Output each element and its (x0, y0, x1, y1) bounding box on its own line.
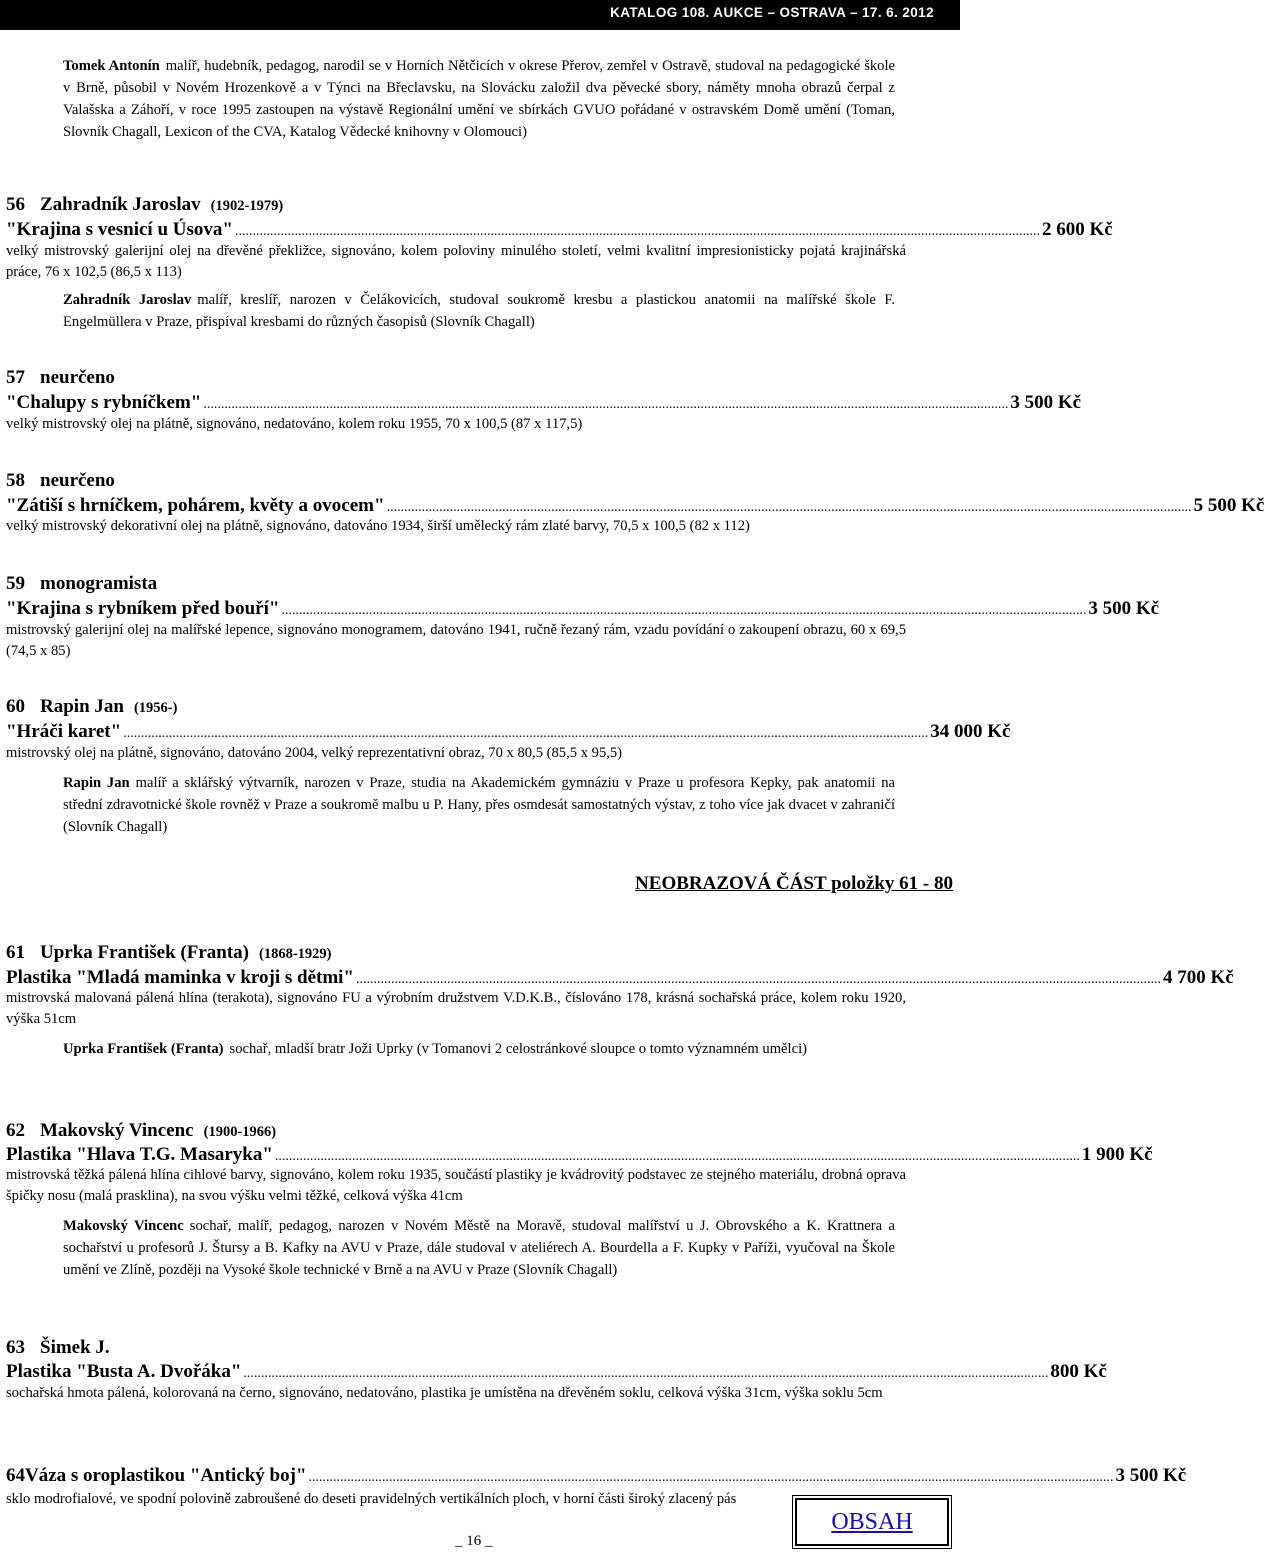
bio-name: Zahradník Jaroslav (63, 292, 192, 308)
lot-title: "Krajina s vesnicí u Úsova" (6, 219, 233, 240)
lot-number: 59 (6, 573, 25, 594)
lot-description: sklo modrofialové, ve spodní polovině zabroušené do deseti pravidelných vertikálních ploch, v horní části široký zlacený pás (6, 1491, 737, 1507)
lot-title: "Zátiší s hrníčkem, pohárem, květy a ovocem" (6, 495, 385, 516)
leader-dots: ...................................................................................................................................................................................................................................... (355, 972, 1161, 987)
lot-price: 3 500 Kč (1088, 598, 1160, 619)
lot-artist: Zahradník Jaroslav (40, 194, 201, 215)
lot-title: Plastika "Hlava T.G. Masaryka" (6, 1144, 273, 1165)
leader-dots: ...................................................................................................................................................................................................................................... (386, 500, 1192, 515)
lot-title: "Hráči karet" (6, 721, 122, 742)
lot-artist: Uprka František (Franta) (40, 942, 249, 963)
bio-paragraph (63, 772, 895, 838)
lot-price: 4 700 Kč (1162, 967, 1234, 988)
bio-text: sochař, malíř, pedagog, narozen v Novém Městě na Moravě, studoval malířství u J. Obrovského a K. Krattnera a sochařství u profesorů J. Štursy a B. Kafky na AVU v Praze, dále studoval v ateliérech A. Bourdella a F. Kupky v Paříži, vyučoval na Škole umění ve Zlíně, později na Vysoké škole technické v Brně a na AVU v Praze (Slovník Chagall) (63, 1218, 895, 1278)
leader-dots: ...................................................................................................................................................................................................................................... (234, 224, 1040, 239)
lot-artist: Rapin Jan (40, 696, 124, 717)
lot-title-line (6, 966, 1234, 990)
lot-description: mistrovský galerijní olej na malířské lepence, signováno monogramem, datováno 1941, ručně řezaný rám, vzadu povídání o zakoupení obrazu, 60 x 69,5 (74,5 x 85) (6, 622, 906, 659)
lot-title-line (6, 391, 1082, 415)
bio-text: malíř, hudebník, pedagog, narodil se v Horních Nětčicích v okrese Přerov, zemřel v Ostravě, studoval na pedagogické škole v Brně, působil v Novém Hrozenkově a v Týnci na Břeclavsku, na Slovácku založil dva pěvecké sbory, náměty mnoha obrazů čerpal z Valašska a Záhoří, v roce 1995 zastoupen na výstavě Regionální umění ve sbírkách GVUO pořádané v ostravském Domě umění (Toman, Slovník Chagall, Lexicon of the CVA, Katalog Vědecké knihovny v Olomouci) (63, 58, 895, 140)
lot-number: 64 (6, 1465, 25, 1486)
lot-number: 62 (6, 1120, 25, 1141)
lot-heading (6, 696, 936, 719)
lot-price: 34 000 Kč (930, 721, 1011, 742)
lot-price: 3 500 Kč (1010, 392, 1082, 413)
lot-price: 3 500 Kč (1115, 1465, 1187, 1486)
lot-artist: Váza s oroplastikou "Antický boj" (25, 1465, 307, 1486)
leader-dots: ...................................................................................................................................................................................................................................... (203, 397, 1009, 412)
leader-dots: ...................................................................................................................................................................................................................................... (308, 1470, 1114, 1485)
lot-heading (6, 573, 936, 595)
lot-title-line (6, 1360, 1107, 1384)
lot-dates: (1900-1966) (203, 1124, 277, 1140)
bio-name: Uprka František (Franta) (63, 1041, 224, 1057)
lot-title-line (6, 720, 1011, 744)
lot-price: 5 500 Kč (1193, 495, 1264, 516)
lot-number: 56 (6, 194, 25, 215)
lot-price: 1 900 Kč (1081, 1144, 1153, 1165)
page-number: _ 16 _ (455, 1533, 493, 1549)
bio-name: Makovský Vincenc (63, 1218, 184, 1234)
lot-artist: neurčeno (40, 367, 115, 388)
lot-description: velký mistrovský galerijní olej na dřevěné překližce, signováno, kolem poloviny minulého století, velmi kvalitní impresionisticky pojatá krajinářská práce, 76 x 102,5 (86,5 x 113) (6, 243, 906, 280)
section-title: NEOBRAZOVÁ ČÁST položky 61 - 80 (635, 873, 953, 894)
lot-heading (6, 194, 936, 217)
lot-dates: (1956-) (133, 700, 178, 716)
lot-dates: (1902-1979) (210, 198, 284, 214)
lot-title: "Krajina s rybníkem před bouří" (6, 598, 280, 619)
lot-artist: Šimek J. (40, 1337, 110, 1358)
lot-description: mistrovská malovaná pálená hlína (terakota), signováno FU a výrobním družstvem V.D.K.B., číslováno 178, krásná sochařská práce, kolem roku 1920, výška 51cm (6, 990, 906, 1027)
bio-name: Tomek Antonín (63, 58, 160, 74)
bio-paragraph (63, 55, 895, 143)
lot-description: velký mistrovský dekorativní olej na plátně, signováno, datováno 1934, širší umělecký rám zlaté barvy, 70,5 x 100,5 (82 x 112) (6, 518, 750, 534)
lot-artist: neurčeno (40, 470, 115, 491)
leader-dots: ...................................................................................................................................................................................................................................... (243, 1366, 1049, 1381)
lot-artist: Makovský Vincenc (40, 1120, 194, 1141)
lot-title: Plastika "Mladá maminka v kroji s dětmi" (6, 967, 354, 988)
bio-paragraph (63, 1215, 895, 1281)
lot-description: velký mistrovský olej na plátně, signováno, nedatováno, kolem roku 1955, 70 x 100,5 (87 x 117,5) (6, 416, 583, 432)
lot-heading (6, 1337, 936, 1359)
lot-number: 63 (6, 1337, 25, 1358)
lot-heading (6, 470, 936, 492)
lot-price: 2 600 Kč (1041, 219, 1113, 240)
lot-heading (6, 1120, 936, 1143)
bio-text: malíř a sklářský výtvarník, narozen v Praze, studia na Akademickém gymnáziu v Praze u profesora Kepky, pak anatomii na střední zdravotnické škole rovněž v Praze a soukromě malbu u P. Hany, přes osmdesát samostatných výstav, z toho více jak dvacet v zahraničí (Slovník Chagall) (63, 775, 895, 835)
lot-title: "Chalupy s rybníčkem" (6, 392, 202, 413)
lot-description: mistrovský olej na plátně, signováno, datováno 2004, velký reprezentativní obraz, 70 x 80,5 (85,5 x 95,5) (6, 745, 623, 761)
toc-button[interactable]: OBSAH (795, 1498, 949, 1546)
leader-dots: ...................................................................................................................................................................................................................................... (123, 726, 929, 741)
lot-title: Plastika "Busta A. Dvořáka" (6, 1361, 242, 1382)
lot-heading (6, 367, 936, 389)
lot-title-line (6, 1143, 1153, 1167)
leader-dots: ...................................................................................................................................................................................................................................... (274, 1149, 1080, 1164)
lot-title-line (6, 494, 1264, 518)
bio-text: malíř, kreslíř, narozen v Čelákovicích, studoval soukromě kresbu a plastickou anatomii na malířské škole F. Engelmüllera v Praze, přispíval kresbami do různých časopisů (Slovník Chagall) (63, 292, 896, 330)
leader-dots: ...................................................................................................................................................................................................................................... (281, 603, 1087, 618)
lot-number: 58 (6, 470, 25, 491)
lot-price: 800 Kč (1050, 1361, 1107, 1382)
bio-name: Rapin Jan (63, 775, 130, 791)
lot-artist: monogramista (40, 573, 158, 594)
lot-description: mistrovská těžká pálená hlína cihlové barvy, signováno, kolem roku 1935, součástí plastiky je kvádrovitý podstavec ze stejného materiálu, drobná oprava špičky nosu (malá prasklina), na svou výšku velmi těžké, celková výška 41cm (6, 1167, 906, 1204)
lot-title-line (6, 218, 1113, 242)
bio-text: sochař, mladší bratr Joži Uprky (v Tomanovi 2 celostránkové sloupce o tomto významném umělci) (229, 1041, 807, 1057)
catalog-header: KATALOG 108. AUKCE – OSTRAVA – 17. 6. 2012 (0, 0, 960, 30)
lot-dates: (1868-1929) (258, 946, 332, 962)
lot-title-line (6, 1464, 1187, 1488)
lot-number: 57 (6, 367, 25, 388)
lot-description: sochařská hmota pálená, kolorovaná na černo, signováno, nedatováno, plastika je umístěna na dřevěném soklu, celková výška 31cm, výška soklu 5cm (6, 1385, 883, 1401)
lot-title-line (6, 597, 1160, 621)
lot-heading (6, 942, 936, 965)
lot-number: 60 (6, 696, 25, 717)
bio-paragraph (63, 289, 895, 333)
lot-number: 61 (6, 942, 25, 963)
bio-paragraph (63, 1038, 895, 1060)
